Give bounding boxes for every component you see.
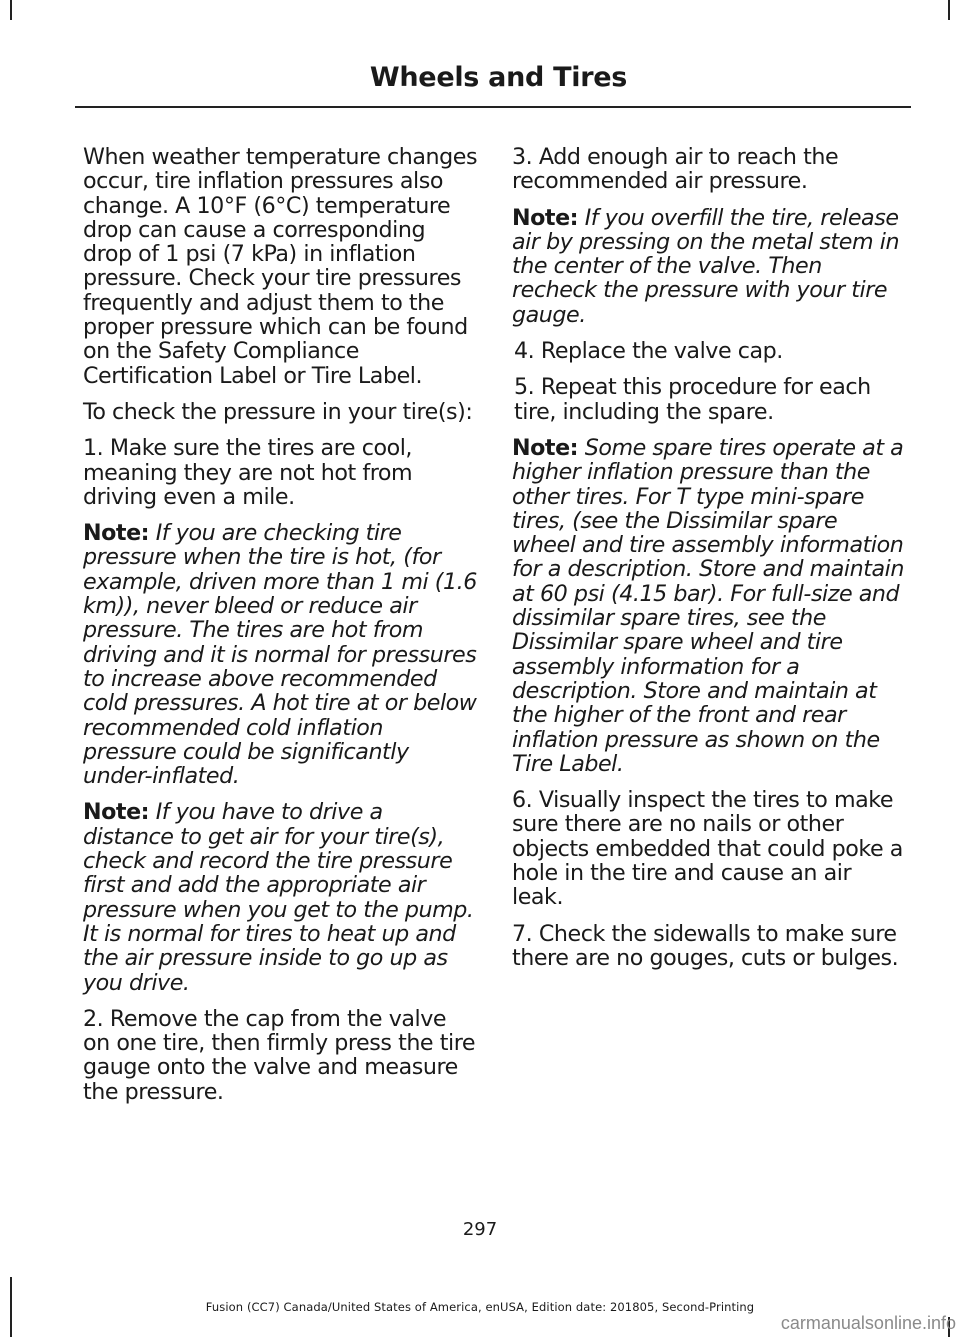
note-hot-tire <box>83 521 478 788</box>
note-text: If you have to drive a distance to get air for your tire(s), check and record the tire pressure first and add the appropriate air pressure when you get to the pump. It is normal for tires to heat up and the air pressure inside to go up as you drive. <box>83 799 474 996</box>
crop-mark-top-left <box>10 0 12 20</box>
note-label: Note: <box>83 799 150 826</box>
step-3: 3. Add enough air to reach the recommended air pressure. <box>512 144 839 195</box>
note-text: If you overfill the tire, release air by pressing on the metal stem in the center of the valve. Then recheck the pressure with your tire gauge. <box>512 204 900 328</box>
note-drive-distance <box>83 800 478 994</box>
note-spare-tires <box>512 436 905 776</box>
step-2: 2. Remove the cap from the valve on one tire, then firmly press the tire gauge onto the valve and measure the pressure. <box>83 1005 476 1105</box>
step-5: 5. Repeat this procedure for each tire, including the spare. <box>514 374 871 425</box>
crop-mark-top-right <box>948 0 950 20</box>
page-number: 297 <box>462 1219 498 1240</box>
left-column <box>83 145 478 1116</box>
paragraph-temperature: When weather temperature changes occur, tire inflation pressures also change. A 10°F (6°C) temperature drop can cause a corresponding drop of 1 psi (7 kPa) in inflation pressure. Check your tire pressures frequently and adjust them to the proper pressure which can be found on the Safety Compliance Certification Label or Tire Label. <box>83 144 478 389</box>
watermark: carmanualsonline.info <box>780 1313 956 1333</box>
note-overfill <box>512 206 905 327</box>
step-6: 6. Visually inspect the tires to make sure there are no nails or other objects embedded that could poke a hole in the tire and cause an air leak. <box>512 787 903 911</box>
note-text: If you are checking tire pressure when the tire is hot, (for example, driven more than 1 mi (1.6 km)), never bleed or reduce air pressure. The tires are hot from driving and it is normal for pressures to increase above recommended cold pressures. A hot tire at or below recommended cold inflation pressure could be significantly under-inflated. <box>83 520 477 790</box>
page-header-title: Wheels and Tires <box>369 62 627 93</box>
step-4: 4. Replace the valve cap. <box>514 338 783 365</box>
header-divider <box>75 106 911 108</box>
note-text: Some spare tires operate at a higher inflation pressure than the other tires. For T type mini-spare tires, (see the Dissimilar spare wheel and tire assembly information for a description. Store and maintain at 60 psi (4.15 bar). For full-size and dissimilar spare tires, see the Dissimilar spare wheel and tire assembly information for a description. Store and maintain at the higher of the front and rear inflation pressure as shown on the Tire Label. <box>512 434 904 777</box>
right-column <box>512 145 905 982</box>
note-label: Note: <box>512 434 579 461</box>
paragraph-intro: To check the pressure in your tire(s): <box>83 398 473 425</box>
edition-line: Fusion (CC7) Canada/United States of America, enUSA, Edition date: 201805, Second-Printing <box>205 1300 755 1314</box>
note-label: Note: <box>83 520 150 547</box>
step-1: 1. Make sure the tires are cool, meaning they are not hot from driving even a mile. <box>83 435 413 510</box>
note-label: Note: <box>512 204 579 231</box>
step-7: 7. Check the sidewalls to make sure there are no gouges, cuts or bulges. <box>512 920 899 971</box>
